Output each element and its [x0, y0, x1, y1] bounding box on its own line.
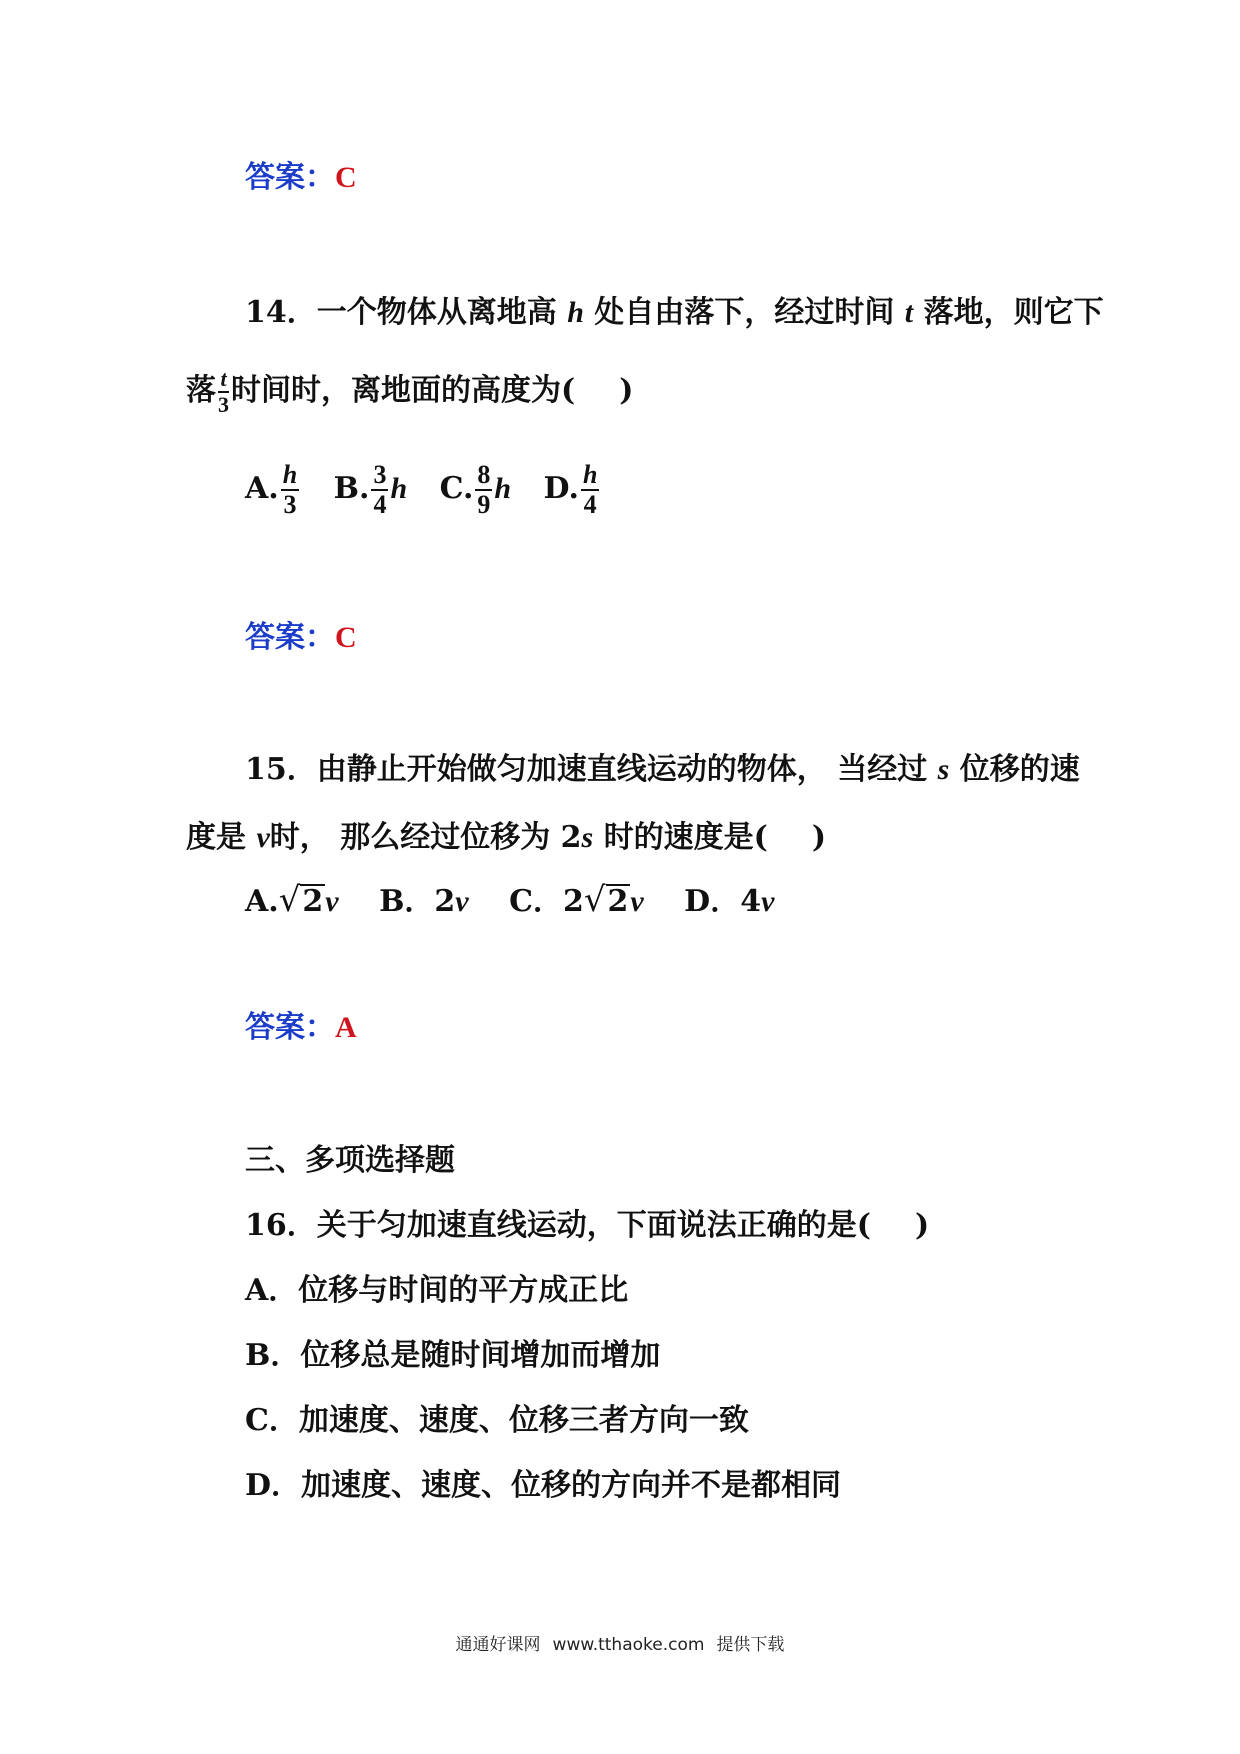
option-c — [439, 460, 512, 519]
footer-url[interactable]: www.tthaoke.com — [552, 1635, 705, 1655]
option-fraction — [371, 462, 388, 518]
answer-line — [245, 620, 357, 656]
option-label: D． — [684, 884, 741, 919]
option-b — [379, 884, 469, 919]
fraction-numerator: 3 — [373, 460, 387, 489]
fraction-numerator: 8 — [477, 460, 491, 489]
option-d — [543, 460, 602, 519]
option-label: B． — [245, 1338, 301, 1373]
option-variable: h — [390, 472, 408, 505]
option-fraction — [475, 462, 492, 518]
radical-icon: √ — [278, 880, 301, 920]
variable-t: t — [904, 296, 914, 329]
option-label: C. — [439, 471, 474, 506]
close-paren: ) — [811, 820, 827, 855]
answer-label: 答案： — [245, 620, 335, 655]
question-text: 处自由落下，经过时间 — [594, 295, 895, 330]
question-text: 时间时，离地面的高度为( — [231, 373, 576, 408]
fraction-numerator: h — [282, 460, 298, 489]
option-label: A． — [245, 1273, 299, 1308]
fraction-numerator: t — [220, 366, 227, 391]
question-15-options — [245, 880, 775, 920]
option-coefficient: 2 — [562, 884, 584, 919]
question-14-line-2 — [186, 368, 633, 416]
option-coefficient: 2 — [434, 884, 456, 919]
option-a — [245, 1273, 628, 1309]
option-text: 加速度、速度、位移的方向并不是都相同 — [301, 1468, 842, 1503]
question-number: 14． — [245, 295, 317, 330]
question-text: 时， 那么经过位移为 2 — [269, 820, 582, 855]
fraction-denominator: 4 — [583, 490, 597, 519]
option-label: B． — [379, 884, 435, 919]
question-number: 15． — [245, 752, 317, 787]
option-variable: v — [455, 885, 469, 918]
answer-line — [245, 160, 357, 196]
option-label: D． — [245, 1468, 302, 1503]
option-c — [509, 880, 644, 920]
question-16-line — [245, 1208, 929, 1244]
question-text: 关于匀加速直线运动，下面说法正确的是( — [316, 1208, 871, 1243]
question-15-line-1 — [245, 752, 1080, 788]
option-label: A. — [245, 884, 279, 919]
option-variable: v — [630, 885, 644, 918]
option-text: 位移总是随时间增加而增加 — [300, 1338, 661, 1373]
option-variable: h — [494, 472, 512, 505]
question-text: 落地，则它下 — [923, 295, 1104, 330]
question-text: 度是 — [186, 820, 246, 855]
option-a — [245, 880, 339, 920]
section-heading: 三、多项选择题 — [245, 1143, 455, 1178]
radical-icon: √ — [583, 880, 606, 920]
option-variable: v — [761, 885, 775, 918]
question-text: 由静止开始做匀加速直线运动的物体， 当经过 — [316, 752, 928, 787]
option-text: 加速度、速度、位移三者方向一致 — [298, 1403, 749, 1438]
question-14-options — [245, 462, 601, 518]
option-c — [245, 1403, 749, 1439]
variable-s: s — [581, 821, 594, 854]
question-15-line-2 — [186, 820, 826, 856]
close-paren: ) — [619, 373, 634, 408]
page-footer — [0, 1630, 1240, 1655]
question-text: 位移的速 — [959, 752, 1080, 787]
radicand: 2 — [607, 883, 629, 919]
option-b — [245, 1338, 660, 1374]
option-d — [245, 1468, 841, 1504]
option-fraction — [281, 462, 299, 518]
fraction-denominator: 4 — [373, 490, 387, 519]
option-label: D. — [543, 471, 579, 506]
footer-suffix: 提供下载 — [716, 1635, 785, 1655]
option-label: A. — [245, 471, 279, 506]
option-fraction — [581, 462, 599, 518]
option-coefficient: 4 — [740, 884, 762, 919]
option-label: B. — [333, 471, 370, 506]
variable-s: s — [937, 753, 950, 786]
footer-site-name: 通通好课网 — [455, 1635, 541, 1655]
radicand: 2 — [302, 883, 324, 919]
option-d — [684, 884, 774, 919]
variable-h: h — [567, 296, 584, 329]
answer-label: 答案： — [245, 1010, 335, 1045]
question-text: 一个物体从离地高 — [316, 295, 557, 330]
question-number: 16． — [245, 1208, 317, 1243]
fraction-numerator: h — [582, 460, 598, 489]
option-label: C． — [509, 884, 563, 919]
variable-v: v — [256, 821, 270, 854]
answer-value: C — [335, 161, 357, 194]
option-a — [245, 460, 301, 519]
fraction-denominator: 3 — [218, 392, 229, 417]
answer-value: A — [335, 1011, 357, 1044]
option-text: 位移与时间的平方成正比 — [298, 1273, 629, 1308]
option-label: C． — [245, 1403, 299, 1438]
question-text: 时的速度是( — [603, 820, 768, 855]
answer-line — [245, 1010, 357, 1046]
question-text: 落 — [186, 373, 216, 408]
fraction-denominator: 9 — [477, 490, 491, 519]
close-paren: ) — [914, 1208, 930, 1243]
sqrt-expression — [583, 880, 631, 920]
fraction-denominator: 3 — [283, 490, 297, 519]
answer-value: C — [335, 621, 357, 654]
option-b — [333, 460, 408, 519]
fraction-t-over-3 — [218, 368, 229, 416]
question-14-line-1 — [245, 295, 1104, 331]
sqrt-expression — [278, 880, 326, 920]
option-variable: v — [325, 885, 339, 918]
answer-label: 答案： — [245, 160, 335, 195]
